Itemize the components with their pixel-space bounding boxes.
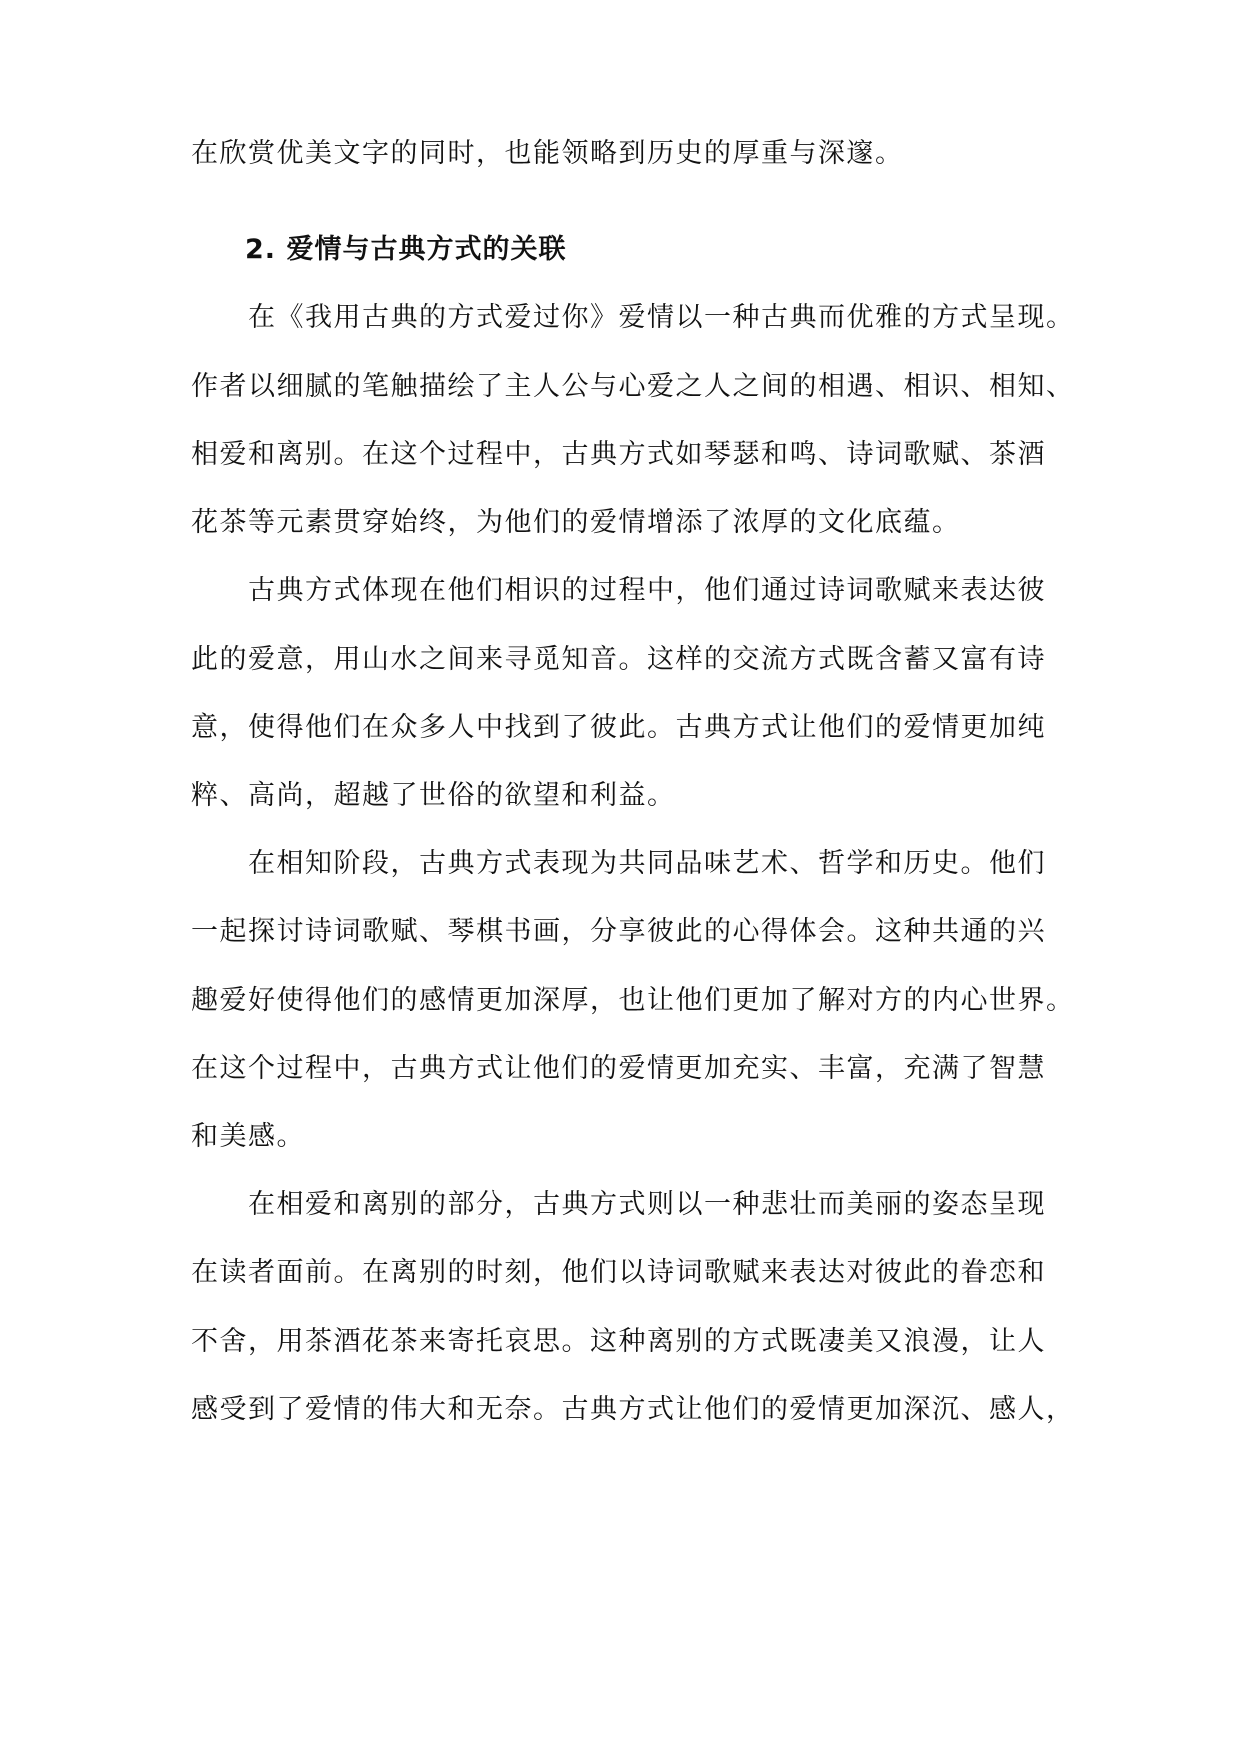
- paragraph-line: 相爱和离别。在这个过程中，古典方式如琴瑟和鸣、诗词歌赋、茶酒: [191, 439, 1046, 470]
- paragraph-line: 意，使得他们在众多人中找到了彼此。古典方式让他们的爱情更加纯: [191, 712, 1046, 743]
- paragraph-line: 在这个过程中，古典方式让他们的爱情更加充实、丰富，充满了智慧: [191, 1053, 1046, 1084]
- paragraph-line: 古典方式体现在他们相识的过程中，他们通过诗词歌赋来表达彼: [248, 575, 1046, 606]
- paragraph-line: 在相知阶段，古典方式表现为共同品味艺术、哲学和历史。他们: [248, 848, 1046, 879]
- paragraph-line: 作者以细腻的笔触描绘了主人公与心爱之人之间的相遇、相识、相知、: [191, 371, 1075, 402]
- paragraph-line: 此的爱意，用山水之间来寻觅知音。这样的交流方式既含蓄又富有诗: [191, 644, 1046, 675]
- paragraph-line: 和美感。: [191, 1121, 305, 1152]
- paragraph-line: 在《我用古典的方式爱过你》爱情以一种古典而优雅的方式呈现。: [248, 302, 1075, 333]
- paragraph-line: 感受到了爱情的伟大和无奈。古典方式让他们的爱情更加深沉、感人，: [191, 1394, 1075, 1425]
- paragraph-line: 粹、高尚，超越了世俗的欲望和利益。: [191, 780, 676, 811]
- paragraph-line: 不舍，用茶酒花茶来寄托哀思。这种离别的方式既凄美又浪漫，让人: [191, 1326, 1046, 1357]
- paragraph-line: 在读者面前。在离别的时刻，他们以诗词歌赋来表达对彼此的眷恋和: [191, 1257, 1046, 1288]
- section-heading: 2. 爱情与古典方式的关联: [245, 234, 567, 265]
- paragraph-line: 花茶等元素贯穿始终，为他们的爱情增添了浓厚的文化底蕴。: [191, 507, 961, 538]
- paragraph-line: 在相爱和离别的部分，古典方式则以一种悲壮而美丽的姿态呈现: [248, 1189, 1046, 1220]
- paragraph-line: 在欣赏优美文字的同时，也能领略到历史的厚重与深邃。: [191, 138, 904, 169]
- paragraph-line: 一起探讨诗词歌赋、琴棋书画，分享彼此的心得体会。这种共通的兴: [191, 916, 1046, 947]
- paragraph-line: 趣爱好使得他们的感情更加深厚，也让他们更加了解对方的内心世界。: [191, 985, 1075, 1016]
